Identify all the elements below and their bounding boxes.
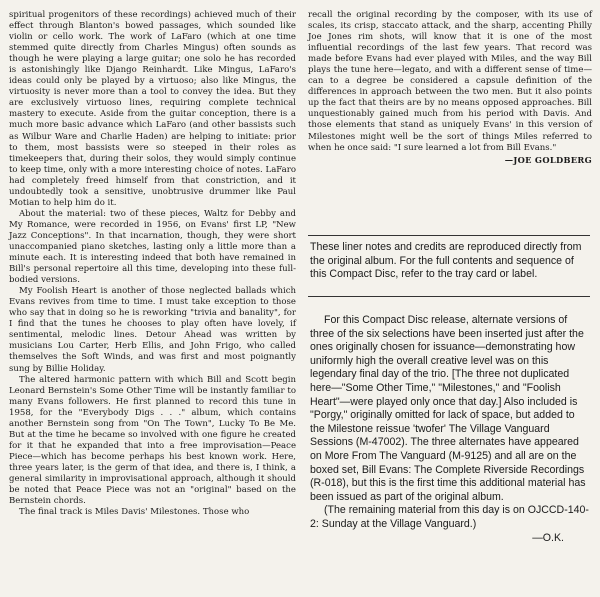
liner-notes-right-column <box>308 10 592 166</box>
cd-note-text: For this Compact Disc release, alternate versions of three of the six selections have been inserted just after the ones originally chosen for issuance—demonstrating how uniformly high the overall creative level was on this legendary final day of the trio. [The three not duplicated here—"Some Other Time," "Milestones," and "Foolish Heart"—were played only once that day.] Also included is "Porgy," originally omitted for lack of space, but added to the Milestone reissue 'twofer' The Village Vanguard Sessions (M-47002). The three alternates have appeared on More From The Vanguard (M-9125) and all are on the boxed set, Bill Evans: The Complete Riverside Recordings (R-018), but this is the first time this additional material has been issued as part of the original album. <box>310 314 586 503</box>
liner-notes-left-column <box>9 10 296 518</box>
paragraph-material: About the material: two of these pieces, Waltz for Debby and My Romance, were recorded in 1956, on Evans' first LP, "New Jazz Conceptions". In that incarnation, though, they were short unaccompanied piano sketches, lasting only a little more than a minute each. It is interesting indeed that both have remained in Bill's personal repertoire all this time, developing into these full-bodied versions. <box>9 208 296 286</box>
paragraph-bassists: spiritual progenitors of these recordings) achieved much of their effect through Blanton's bowed passages, which sounded like violin or cello work. The work of LaFaro (which at one time stemmed quite directly from Charles Mingus) often sounds as though he were playing a large guitar; one solo he has recorded is astonishingly like Django Reinhardt. Like Mingus, LaFaro's ideas could only be played by a virtuoso; also like Mingus, the virtuosity is never more than a tool to convey the idea. But they are exclusively virtuoso lines, requiring complete technical mastery to execute. Aside from the guitar conception, there is a much more basic advance which LaFaro (and other bassists such as Wilbur Ware and Charlie Haden) are helping to initiate: prior to them, most bassists were so steeped in their roles as timekeepers that, during their solos, they would simply continue to keep time, only with a more interesting choice of notes. LaFaro had completely freed himself from that constriction, and it undoubtedly took a sensitive, unobtrusive drummer like Paul Motian to help him do it. <box>9 10 296 208</box>
divider-top <box>308 235 590 236</box>
divider-bottom <box>308 296 590 297</box>
paragraph-milestones-start: The final track is Miles Davis' Milestones. Those who <box>19 507 250 518</box>
cd-release-note <box>310 314 590 545</box>
remaining-material-text: (The remaining material from this day is on OJCCD-140-2: Sunday at the Village Vanguard.) <box>310 504 589 530</box>
reproduction-notice <box>310 241 590 282</box>
notice-text: These liner notes and credits are reproduced directly from the original album. For the full contents and sequence of this Compact Disc, refer to the tray card or label. <box>310 241 582 281</box>
paragraph-some-other-time: The altered harmonic pattern with which Bill and Scott begin Leonard Bernstein's Some Other Time will be instantly familiar to many Evans followers. He first planned to record this tune in 1958, for the "Everybody Digs . . ." album, which contains another Bernstein song from "On The Town", Lucky To Be Me. But at the time he became so involved with one figure he created for it that he expanded that into a free improvisation—Peace Piece—which has become perhaps his best known work. Here, three years later, is the germ of that idea, and there is, I think, a general similarity in improvisational approach, although it should be noted that Peace Piece was not an "original" based on the Bernstein chords. <box>9 374 296 507</box>
paragraph-milestones-continued: recall the original recording by the composer, with its use of scales, its crisp, staccato attack, and the sharp, accenting Philly Joe Jones rim shots, will know that it is one of the most influential recordings of the last few years. That record was made before Evans had ever played with Miles, and the way Bill plays the tune here—legato, and with a different sense of time—can to a degree be considered a capsule definition of the differences in approach between the two men. But it also points up the fact that theirs are by no means opposed approaches. Bill unquestionably gained much from his period with Davis. And those elements that stand as uniquely Evans' in this version of Milestones might well be the sort of things Miles referred to when he once said: "I sure learned a lot from Bill Evans." <box>308 10 592 153</box>
ok-signature: —O.K. <box>532 531 564 544</box>
author-signature: —JOE GOLDBERG <box>504 154 592 165</box>
paragraph-foolish-heart: My Foolish Heart is another of those neglected ballads which Evans revives from time to time. I must take exception to those who say that in doing so he is reworking "trivia and banality", for I find that the tunes he chooses to play often have lovely, if sentimental, melodic lines. Detour Ahead was written by musicians Lou Carter, Herb Ellis, and John Frigo, who called themselves the Soft Winds, and was first and most poignantly sung by Billie Holiday. <box>9 286 296 374</box>
